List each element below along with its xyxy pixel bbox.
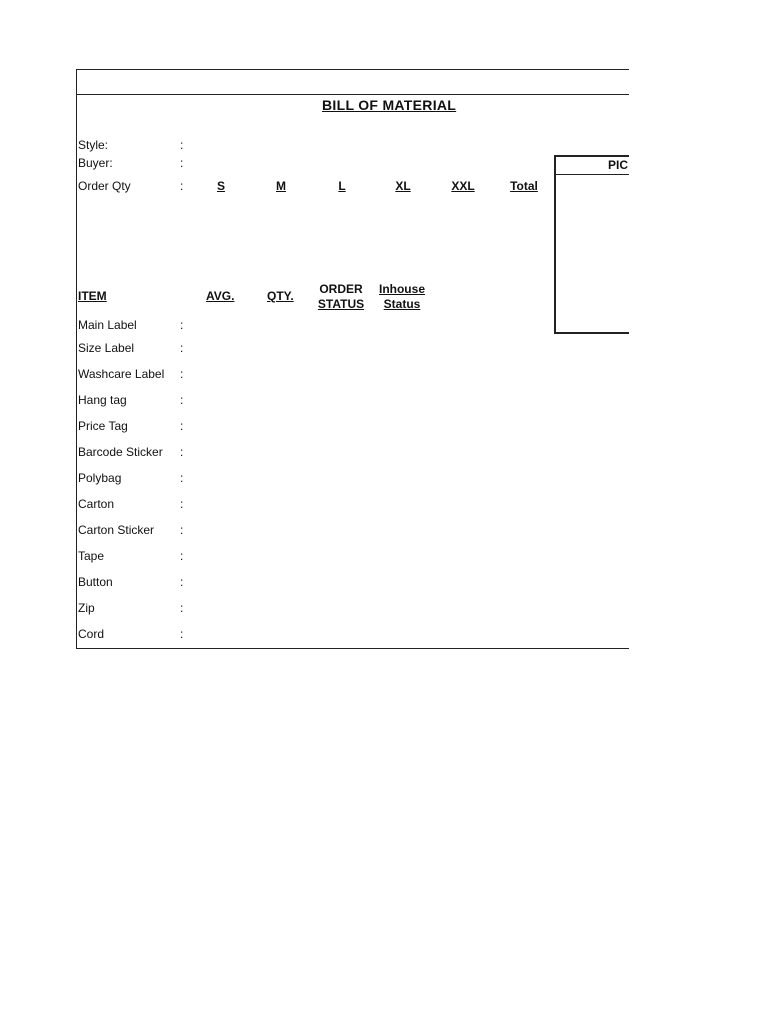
size-header-l: L <box>338 179 346 193</box>
item-colon: : <box>180 627 184 641</box>
item-label-main-label: Main Label <box>78 318 137 332</box>
header-order-status-line1: ORDER <box>319 282 363 296</box>
item-label-tape: Tape <box>78 549 105 563</box>
header-divider <box>77 94 629 95</box>
item-label-barcode-sticker: Barcode Sticker <box>78 445 163 459</box>
item-label-hang-tag: Hang tag <box>78 393 127 407</box>
field-label-order-qty: Order Qty <box>78 179 131 193</box>
item-colon: : <box>180 575 184 589</box>
header-inhouse-status-line2: Status <box>383 297 421 311</box>
item-label-cord: Cord <box>78 627 105 641</box>
size-header-s: S <box>216 179 225 193</box>
field-colon-buyer: : <box>180 156 184 170</box>
field-colon-style: : <box>180 138 184 152</box>
bom-sheet <box>76 69 629 649</box>
field-colon-order-qty: : <box>180 179 184 193</box>
item-colon: : <box>180 445 184 459</box>
size-header-xl: XL <box>395 179 411 193</box>
item-colon: : <box>180 471 184 485</box>
size-header-total: Total <box>510 179 538 193</box>
item-colon: : <box>180 549 184 563</box>
item-colon: : <box>180 419 184 433</box>
header-qty: QTY. <box>267 289 294 303</box>
item-label-button: Button <box>78 575 113 589</box>
item-colon: : <box>180 393 184 407</box>
item-label-washcare-label: Washcare Label <box>78 367 165 381</box>
item-colon: : <box>180 341 184 355</box>
item-colon: : <box>180 367 184 381</box>
page-title: BILL OF MATERIAL <box>322 97 457 113</box>
header-inhouse-status-line1: Inhouse <box>378 282 425 296</box>
item-colon: : <box>180 601 184 615</box>
field-label-style: Style: <box>78 138 109 152</box>
field-label-buyer: Buyer: <box>78 156 113 170</box>
item-label-price-tag: Price Tag <box>78 419 128 433</box>
picture-box <box>554 155 629 334</box>
item-label-polybag: Polybag <box>78 471 122 485</box>
header-avg: AVG. <box>206 289 235 303</box>
item-label-carton-sticker: Carton Sticker <box>78 523 155 537</box>
item-colon: : <box>180 523 184 537</box>
item-colon: : <box>180 318 184 332</box>
picture-box-divider <box>556 174 629 175</box>
item-label-size-label: Size Label <box>78 341 135 355</box>
item-colon: : <box>180 497 184 511</box>
item-label-zip: Zip <box>78 601 95 615</box>
item-label-carton: Carton <box>78 497 115 511</box>
size-header-xxl: XXL <box>451 179 475 193</box>
size-header-m: M <box>276 179 286 193</box>
header-order-status-line2: STATUS <box>317 297 365 311</box>
picture-label: PIC <box>608 158 629 172</box>
header-item: ITEM <box>78 289 107 303</box>
